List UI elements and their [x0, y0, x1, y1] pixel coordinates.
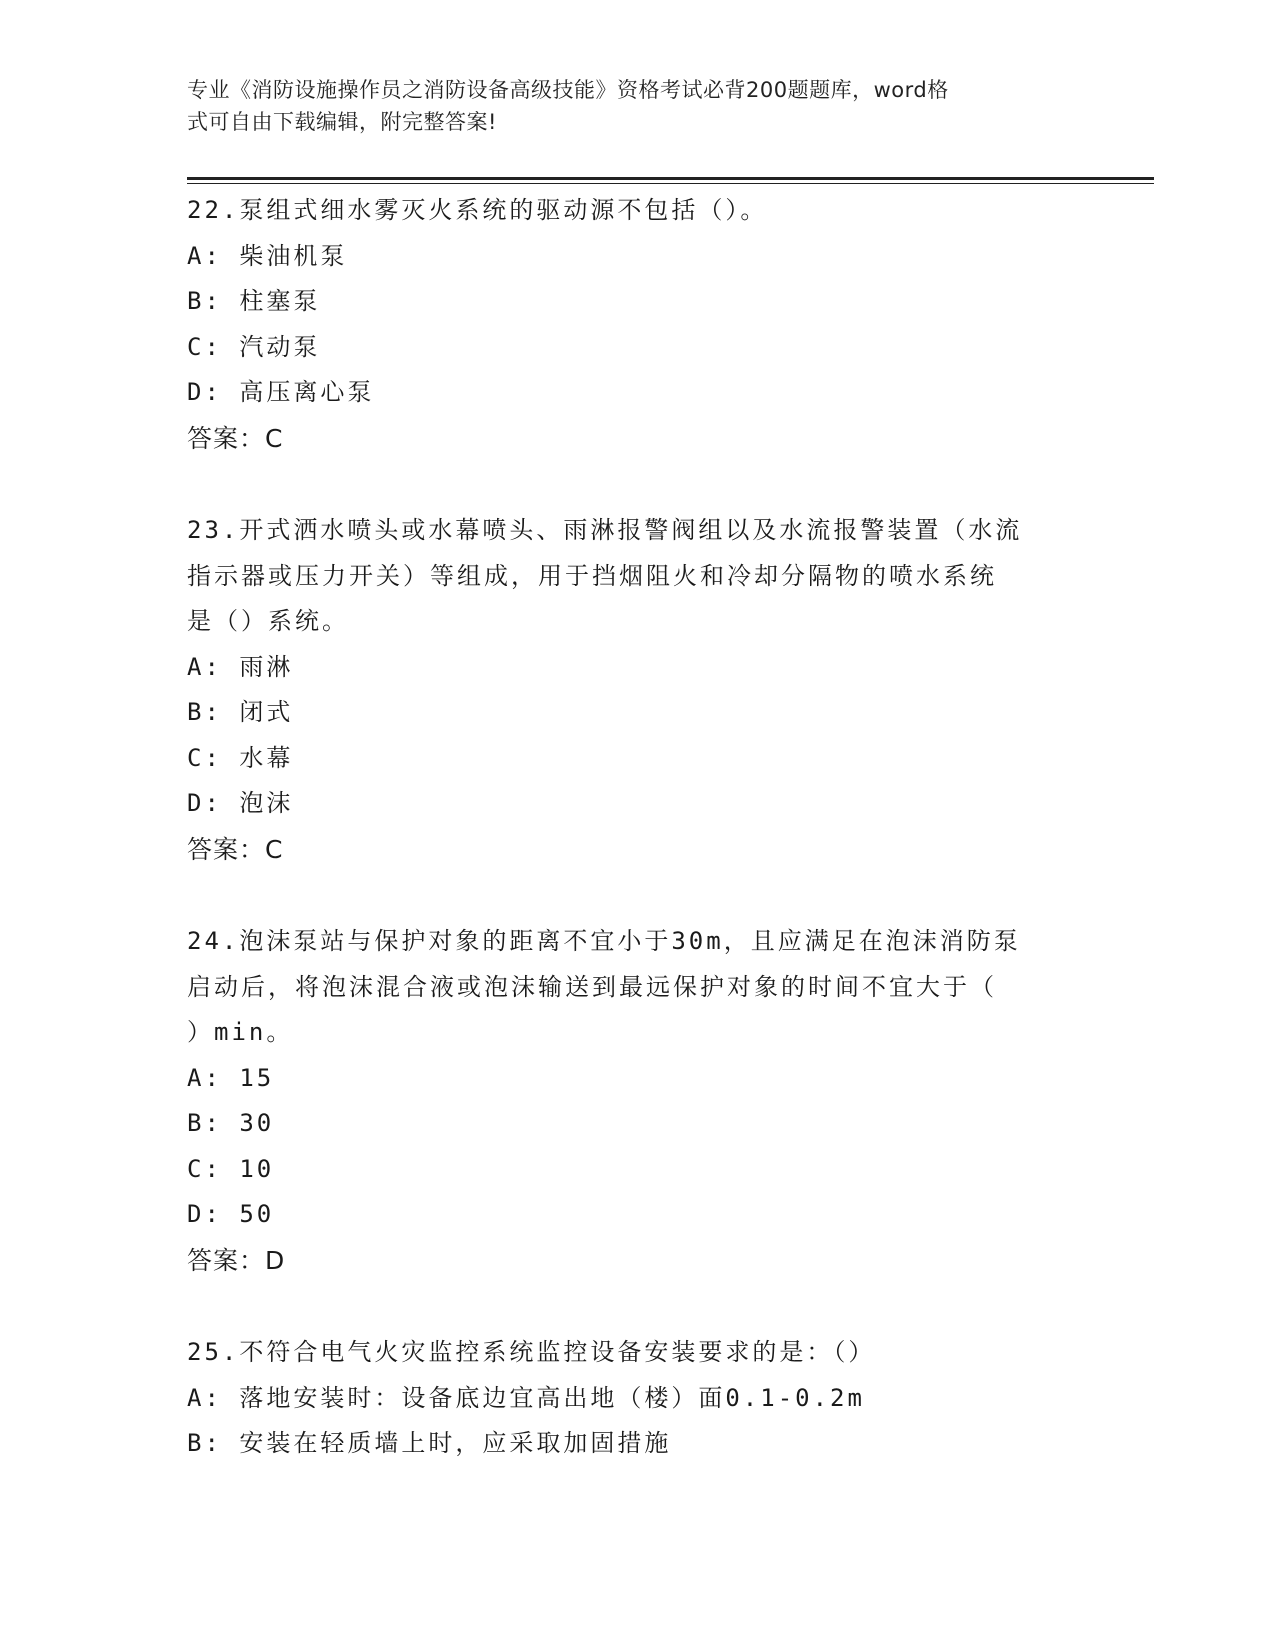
header-divider-thin: [187, 183, 1154, 184]
question-item: [187, 1330, 1087, 1467]
question-text: 是（）系统。: [187, 607, 349, 635]
question-text: 22.泵组式细水雾灭火系统的驱动源不包括（）。: [187, 196, 768, 224]
option-b: B: 安装在轻质墙上时，应采取加固措施: [187, 1429, 672, 1457]
option-a: A: 柴油机泵: [187, 241, 348, 270]
option-b: B: 闭式: [187, 698, 294, 726]
header-line-2: 式可自由下载编辑，附完整答案!: [187, 110, 497, 134]
option-b: B: 30: [187, 1109, 275, 1137]
option-d: D: 50: [187, 1200, 275, 1228]
option-a: A: 雨淋: [187, 652, 294, 681]
option-d: D: 高压离心泵: [187, 378, 375, 406]
header-divider-thick: [187, 177, 1154, 180]
document-header: [187, 74, 1067, 138]
option-c: C: 10: [187, 1154, 275, 1183]
option-a: A: 落地安装时：设备底边宜高出地（楼）面0.1-0.2m: [187, 1383, 865, 1412]
option-c: C: 水幕: [187, 743, 294, 772]
answer-label: 答案：C: [187, 423, 284, 453]
question-text: 启动后，将泡沫混合液或泡沫输送到最远保护对象的时间不宜大于（: [187, 972, 997, 1001]
answer-label: 答案：C: [187, 834, 284, 864]
option-c: C: 汽动泵: [187, 332, 321, 361]
question-item: [187, 188, 1087, 461]
question-text: 指示器或压力开关）等组成，用于挡烟阻火和冷却分隔物的喷水系统: [187, 561, 997, 590]
question-item: [187, 919, 1087, 1283]
option-b: B: 柱塞泵: [187, 287, 321, 315]
option-a: A: 15: [187, 1063, 275, 1092]
option-d: D: 泡沫: [187, 789, 294, 817]
question-list: [187, 188, 1087, 1514]
header-line-1: 专业《消防设施操作员之消防设备高级技能》资格考试必背200题题库，word格: [187, 78, 949, 102]
question-text: 23.开式洒水喷头或水幕喷头、雨淋报警阀组以及水流报警装置（水流: [187, 516, 1023, 544]
answer-label: 答案：D: [187, 1245, 286, 1275]
question-text: 24.泡沫泵站与保护对象的距离不宜小于30m，且应满足在泡沫消防泵: [187, 927, 1021, 955]
question-item: [187, 508, 1087, 872]
question-text: 25.不符合电气火灾监控系统监控设备安装要求的是：（）: [187, 1338, 876, 1366]
question-text: ）min。: [187, 1018, 294, 1046]
